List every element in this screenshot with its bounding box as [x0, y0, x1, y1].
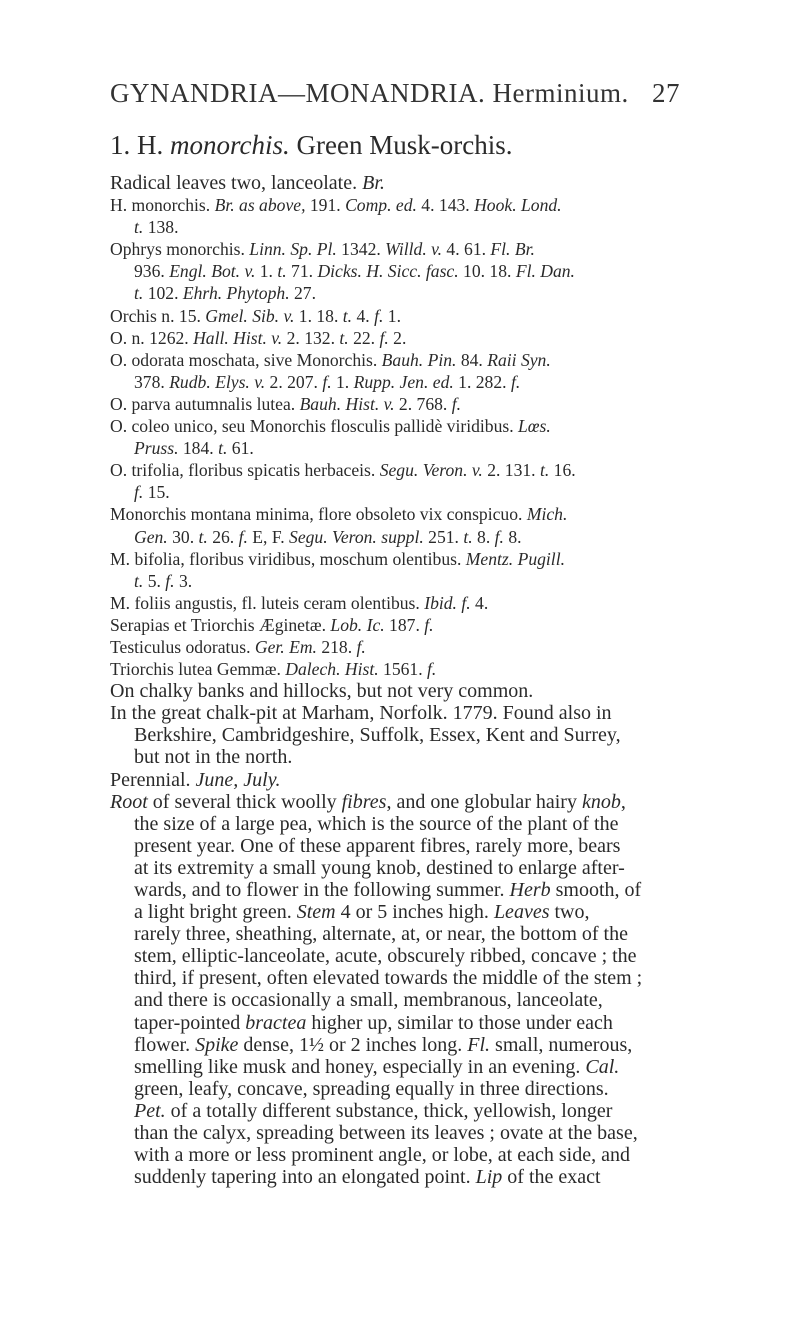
text-line: t. 5. f. 3. [134, 570, 193, 591]
text-line: wards, and to flower in the following summer. Herb smooth, of [134, 879, 642, 901]
text-line: O. parva autumnalis lutea. Bauh. Hist. v. 2. 768. f. [110, 393, 462, 414]
running-head [110, 78, 680, 109]
text-line: O. coleo unico, seu Monorchis flosculis pallidè viridibus. Lœs. [110, 416, 551, 437]
text-line: 378. Rudb. Elys. v. 2. 207. f. 1. Rupp. Jen. ed. 1. 282. f. [134, 371, 521, 392]
text-line: rarely three, sheathing, alternate, at, or near, the bottom of the [134, 923, 628, 946]
text-line: Gen. 30. t. 26. f. E, F. Segu. Veron. suppl. 251. t. 8. f. 8. [134, 526, 522, 547]
text-line: Root of several thick woolly fibres, and one globular hairy knob, [110, 790, 626, 813]
text-line: t. 138. [134, 217, 179, 238]
text-line: taper-pointed bractea higher up, similar to those under each [134, 1011, 613, 1034]
text-line: f. 15. [134, 482, 170, 503]
text-line: t. 102. Ehrh. Phytoph. 27. [134, 283, 316, 304]
text-line: the size of a large pea, which is the source of the plant of the [134, 812, 619, 835]
text-line: Orchis n. 15. Gmel. Sib. v. 1. 18. t. 4. f. 1. [110, 305, 401, 326]
text-line: at its extremity a small young knob, destined to enlarge after- [134, 856, 625, 879]
text-line: On chalky banks and hillocks, but not very common. [110, 680, 534, 703]
species-heading [110, 130, 512, 161]
text-line: M. foliis angustis, fl. luteis ceram olentibus. Ibid. f. 4. [110, 592, 489, 613]
text-line: flower. Spike dense, 1½ or 2 inches long. Fl. small, numerous, [134, 1033, 633, 1056]
text-line: Ophrys monorchis. Linn. Sp. Pl. 1342. Willd. v. 4. 61. Fl. Br. [110, 239, 535, 260]
text-line: with a more or less prominent angle, or lobe, at each side, and [134, 1144, 630, 1167]
text-line: Monorchis montana minima, flore obsoleto vix conspicuo. Mich. [110, 504, 568, 525]
text-line: and there is occasionally a small, membranous, lanceolate, [134, 989, 603, 1012]
text-line: green, leafy, concave, spreading equally in three directions. [134, 1077, 609, 1100]
text-line: Berkshire, Cambridgeshire, Suffolk, Essex, Kent and Surrey, [134, 724, 621, 747]
text-line: H. monorchis. Br. as above, 191. Comp. ed. 4. 143. Hook. Lond. [110, 195, 562, 216]
text-line: O. odorata moschata, sive Monorchis. Bauh. Pin. 84. Raii Syn. [110, 349, 551, 370]
text-line: Serapias et Triorchis Æginetæ. Lob. Ic. 187. f. [110, 614, 434, 635]
species-text [110, 172, 690, 1188]
text-line: suddenly tapering into an elongated point. Lip of the exact [134, 1166, 601, 1189]
text-line: smelling like musk and honey, especially in an evening. Cal. [134, 1055, 620, 1078]
species-number: 1. H. [110, 130, 164, 160]
page-number: 27 [652, 78, 680, 108]
text-line: stem, elliptic-lanceolate, acute, obscurely ribbed, concave ; the [134, 945, 637, 968]
common-name: Green Musk-orchis. [296, 130, 513, 160]
text-line: a light bright green. Stem 4 or 5 inches high. Leaves two, [134, 901, 590, 924]
text-line: but not in the north. [134, 746, 293, 769]
text-line: Perennial. June, July. [110, 768, 281, 791]
text-line: O. trifolia, floribus spicatis herbaceis. Segu. Veron. v. 2. 131. t. 16. [110, 460, 576, 481]
text-line: Testiculus odoratus. Ger. Em. 218. f. [110, 636, 366, 657]
text-line: Triorchis lutea Gemmæ. Dalech. Hist. 1561. f. [110, 659, 437, 680]
text-line: Radical leaves two, lanceolate. Br. [110, 172, 385, 194]
text-line: present year. One of these apparent fibres, rarely more, bears [134, 834, 621, 857]
text-line: O. n. 1262. Hall. Hist. v. 2. 132. t. 22. f. 2. [110, 327, 407, 348]
text-line: than the calyx, spreading between its leaves ; ovate at the base, [134, 1122, 638, 1145]
text-line: 936. Engl. Bot. v. 1. t. 71. Dicks. H. Sicc. fasc. 10. 18. Fl. Dan. [134, 261, 575, 282]
text-line: Pruss. 184. t. 61. [134, 438, 254, 459]
text-line: third, if present, often elevated towards the middle of the stem ; [134, 967, 643, 990]
species-epithet: monorchis. [170, 130, 290, 160]
running-head-title: GYNANDRIA—MONANDRIA. Herminium. [110, 78, 629, 108]
text-line: Pet. of a totally different substance, thick, yellowish, longer [134, 1099, 613, 1122]
text-line: In the great chalk-pit at Marham, Norfolk. 1779. Found also in [110, 702, 612, 725]
text-line: M. bifolia, floribus viridibus, moschum olentibus. Mentz. Pugill. [110, 548, 565, 569]
